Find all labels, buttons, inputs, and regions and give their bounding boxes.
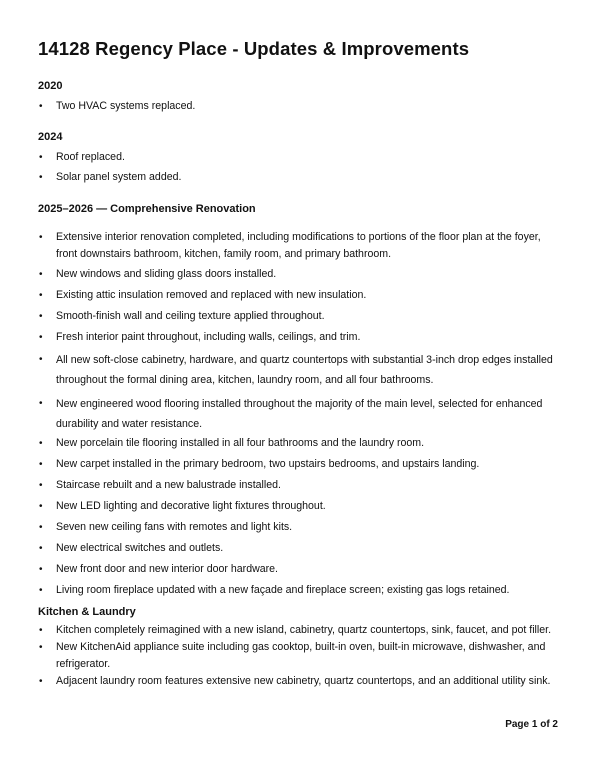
list-item — [38, 394, 558, 434]
bullet-list — [38, 229, 558, 599]
list-item — [38, 287, 558, 304]
list-item-text: New LED lighting and decorative light fixtures throughout. — [56, 500, 326, 512]
bullet-icon: • — [39, 625, 43, 636]
list-item-text: Existing attic insulation removed and replaced with new insulation. — [56, 289, 367, 301]
bullet-icon: • — [39, 232, 43, 243]
list-item — [38, 639, 558, 673]
section-comprehensive-renovation — [38, 202, 558, 599]
list-item — [38, 456, 558, 473]
list-item-text: Adjacent laundry room features extensive new cabinetry, quartz countertops, and an additional utility sink. — [56, 675, 551, 687]
list-item-text: All new soft-close cabinetry, hardware, and quartz countertops with substantial 3-inch drop edges installed throughout the formal dining area, kitchen, laundry room, and all four bathrooms. — [56, 354, 553, 386]
bullet-list — [38, 149, 558, 186]
bullet-icon: • — [39, 398, 43, 409]
bullet-list — [38, 622, 558, 690]
list-item-text: New windows and sliding glass doors installed. — [56, 268, 277, 280]
section-heading: Kitchen & Laundry — [38, 606, 136, 618]
list-item-text: New front door and new interior door hardware. — [56, 563, 278, 575]
list-item — [38, 561, 558, 578]
section-heading: 2020 — [38, 80, 63, 92]
bullet-icon: • — [39, 543, 43, 554]
list-item — [38, 498, 558, 515]
section-kitchen-laundry — [38, 605, 558, 690]
bullet-icon: • — [39, 101, 43, 112]
bullet-icon: • — [39, 676, 43, 687]
bullet-icon: • — [39, 332, 43, 343]
list-item — [38, 477, 558, 494]
bullet-icon: • — [39, 290, 43, 301]
list-item — [38, 308, 558, 325]
list-item — [38, 622, 558, 639]
list-item-text: Solar panel system added. — [56, 171, 182, 183]
section-2020 — [38, 79, 558, 115]
list-item — [38, 169, 558, 186]
bullet-icon: • — [39, 459, 43, 470]
bullet-icon: • — [39, 585, 43, 596]
list-item-text: New KitchenAid appliance suite including gas cooktop, built-in oven, built-in microwave, dishwasher, and refrigerator. — [56, 641, 546, 670]
list-item — [38, 582, 558, 599]
document-title: 14128 Regency Place - Updates & Improvements — [38, 38, 470, 59]
list-item — [38, 98, 558, 115]
list-item — [38, 519, 558, 536]
list-item — [38, 540, 558, 557]
bullet-icon: • — [39, 501, 43, 512]
bullet-icon: • — [39, 354, 43, 365]
bullet-icon: • — [39, 269, 43, 280]
list-item-text: Fresh interior paint throughout, including walls, ceilings, and trim. — [56, 331, 361, 343]
list-item-text: New engineered wood flooring installed throughout the majority of the main level, selected for enhanced durability and water resistance. — [56, 398, 543, 430]
bullet-icon: • — [39, 438, 43, 449]
list-item-text: Roof replaced. — [56, 151, 125, 163]
section-heading: 2025–2026 — Comprehensive Renovation — [38, 203, 256, 215]
list-item-text: Smooth-finish wall and ceiling texture applied throughout. — [56, 310, 325, 322]
list-item — [38, 266, 558, 283]
list-item — [38, 673, 558, 690]
list-item-text: Seven new ceiling fans with remotes and light kits. — [56, 521, 293, 533]
page-number: Page 1 of 2 — [505, 719, 558, 730]
list-item — [38, 229, 558, 263]
list-item-text: Kitchen completely reimagined with a new island, cabinetry, quartz countertops, sink, faucet, and pot filler. — [56, 624, 552, 636]
bullet-icon: • — [39, 172, 43, 183]
list-item — [38, 435, 558, 452]
bullet-icon: • — [39, 564, 43, 575]
section-heading: 2024 — [38, 131, 63, 143]
list-item-text: New carpet installed in the primary bedroom, two upstairs bedrooms, and upstairs landing. — [56, 458, 480, 470]
list-item-text: Living room fireplace updated with a new façade and fireplace screen; existing gas logs retained. — [56, 584, 510, 596]
bullet-icon: • — [39, 480, 43, 491]
section-2024 — [38, 130, 558, 186]
bullet-icon: • — [39, 311, 43, 322]
bullet-icon: • — [39, 522, 43, 533]
list-item-text: New porcelain tile flooring installed in all four bathrooms and the laundry room. — [56, 437, 425, 449]
bullet-icon: • — [39, 642, 43, 653]
list-item-text: Extensive interior renovation completed, including modifications to portions of the floor plan at the foyer, front downstairs bathroom, kitchen, family room, and primary bathroom. — [56, 231, 541, 260]
list-item — [38, 149, 558, 166]
list-item-text: New electrical switches and outlets. — [56, 542, 224, 554]
bullet-list — [38, 98, 558, 115]
list-item-text: Staircase rebuilt and a new balustrade installed. — [56, 479, 281, 491]
list-item-text: Two HVAC systems replaced. — [56, 100, 196, 112]
bullet-icon: • — [39, 152, 43, 163]
list-item — [38, 350, 558, 390]
list-item — [38, 329, 558, 346]
